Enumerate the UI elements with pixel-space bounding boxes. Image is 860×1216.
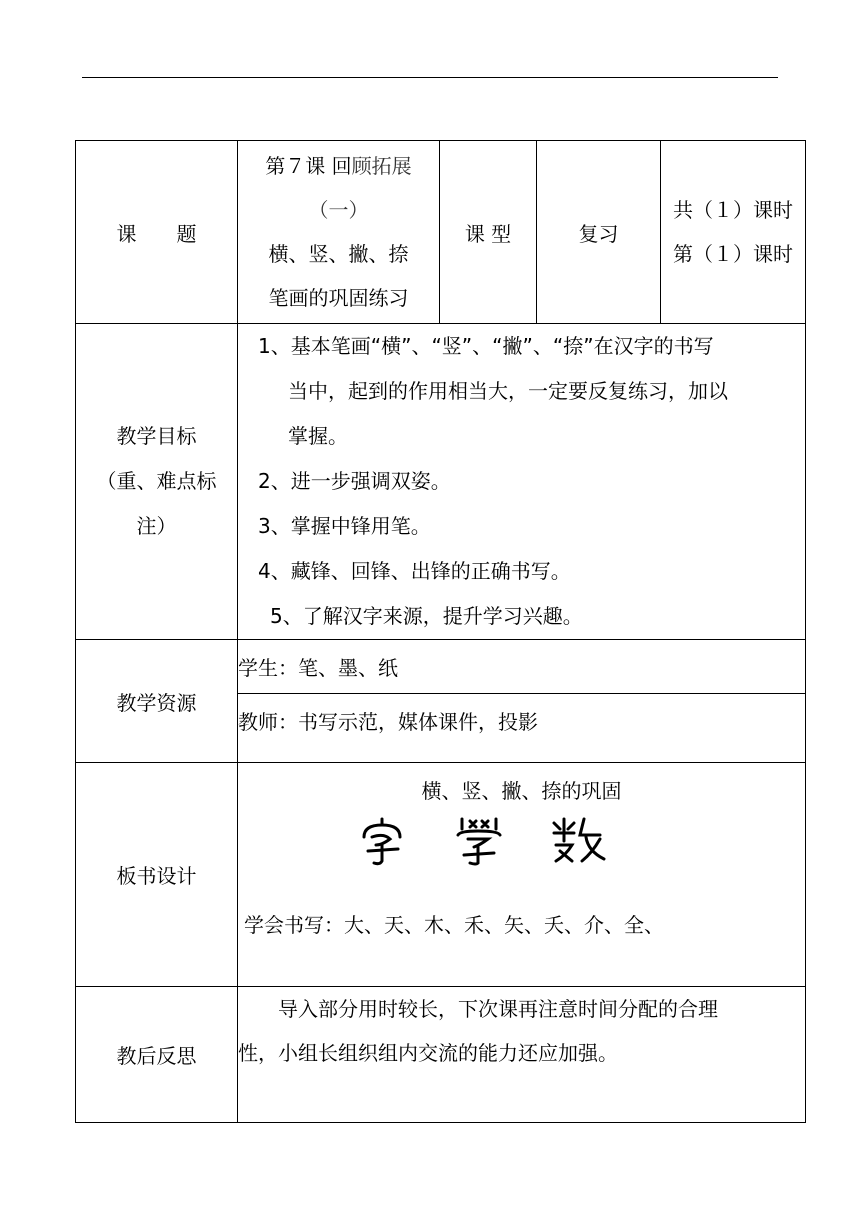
lesson-number: （一） bbox=[308, 198, 369, 222]
title-row bbox=[76, 141, 806, 324]
resources-row-student bbox=[76, 640, 806, 694]
objective-item: 1、基本笔画“横”、“竖”、“撇”、“捺”在汉字的书写 bbox=[258, 334, 714, 358]
hours-total: 共（１）课时 bbox=[673, 198, 793, 222]
title-label: 课 题 bbox=[76, 141, 238, 324]
seal-char-zi-icon bbox=[364, 819, 400, 864]
board-content bbox=[238, 763, 806, 987]
seal-script-characters bbox=[360, 815, 620, 867]
resources-teacher: 教师：书写示范，媒体课件，投影 bbox=[238, 694, 806, 763]
objective-item: 5、了解汉字来源，提升学习兴趣。 bbox=[270, 604, 583, 628]
objectives-content bbox=[238, 324, 806, 640]
board-row bbox=[76, 763, 806, 987]
objectives-label-line-2: （重、难点标 bbox=[96, 469, 217, 493]
resources-label: 教学资源 bbox=[76, 640, 238, 763]
objectives-label-line-3: 注） bbox=[136, 514, 177, 538]
objective-item-continuation: 掌握。 bbox=[288, 424, 348, 448]
lesson-topic-1: 横、竖、撇、捺 bbox=[268, 242, 409, 266]
header-rule bbox=[82, 77, 778, 78]
objectives-label bbox=[76, 324, 238, 640]
hours-current: 第（１）课时 bbox=[673, 242, 793, 266]
objective-item: 2、进一步强调双姿。 bbox=[258, 469, 451, 493]
lesson-title-part-a: 第７课 回 bbox=[265, 154, 352, 178]
reflection-row bbox=[76, 987, 806, 1123]
seal-char-xue-icon bbox=[458, 819, 500, 864]
reflection-line-1: 导入部分用时较长，下次课再注意时间分配的合理 bbox=[238, 997, 718, 1021]
reflection-label: 教后反思 bbox=[76, 987, 238, 1123]
lesson-title-part-b: 顾拓展 bbox=[351, 154, 412, 178]
board-title: 横、竖、撇、捺的巩固 bbox=[421, 779, 622, 803]
reflection-content bbox=[238, 987, 806, 1123]
hours-cell bbox=[661, 141, 806, 324]
resources-student: 学生：笔、墨、纸 bbox=[238, 640, 806, 694]
reflection-line-2: 性，小组长组织组内交流的能力还应加强。 bbox=[238, 1041, 618, 1065]
board-label: 板书设计 bbox=[76, 763, 238, 987]
type-value: 复习 bbox=[537, 141, 661, 324]
objectives-label-line-1: 教学目标 bbox=[116, 424, 197, 448]
lesson-plan-table bbox=[75, 140, 806, 1123]
objectives-row bbox=[76, 324, 806, 640]
lesson-title bbox=[238, 141, 440, 324]
lesson-topic-2: 笔画的巩固练习 bbox=[268, 286, 409, 310]
board-learn-to-write: 学会书写：大、天、木、禾、矢、夭、介、全、 bbox=[244, 913, 664, 937]
objective-item-continuation: 当中，起到的作用相当大，一定要反复练习，加以 bbox=[288, 379, 728, 403]
seal-char-shu-icon bbox=[554, 819, 604, 861]
type-label: 课 型 bbox=[440, 141, 537, 324]
objective-item: 3、掌握中锋用笔。 bbox=[258, 514, 431, 538]
objective-item: 4、藏锋、回锋、出锋的正确书写。 bbox=[258, 559, 571, 583]
